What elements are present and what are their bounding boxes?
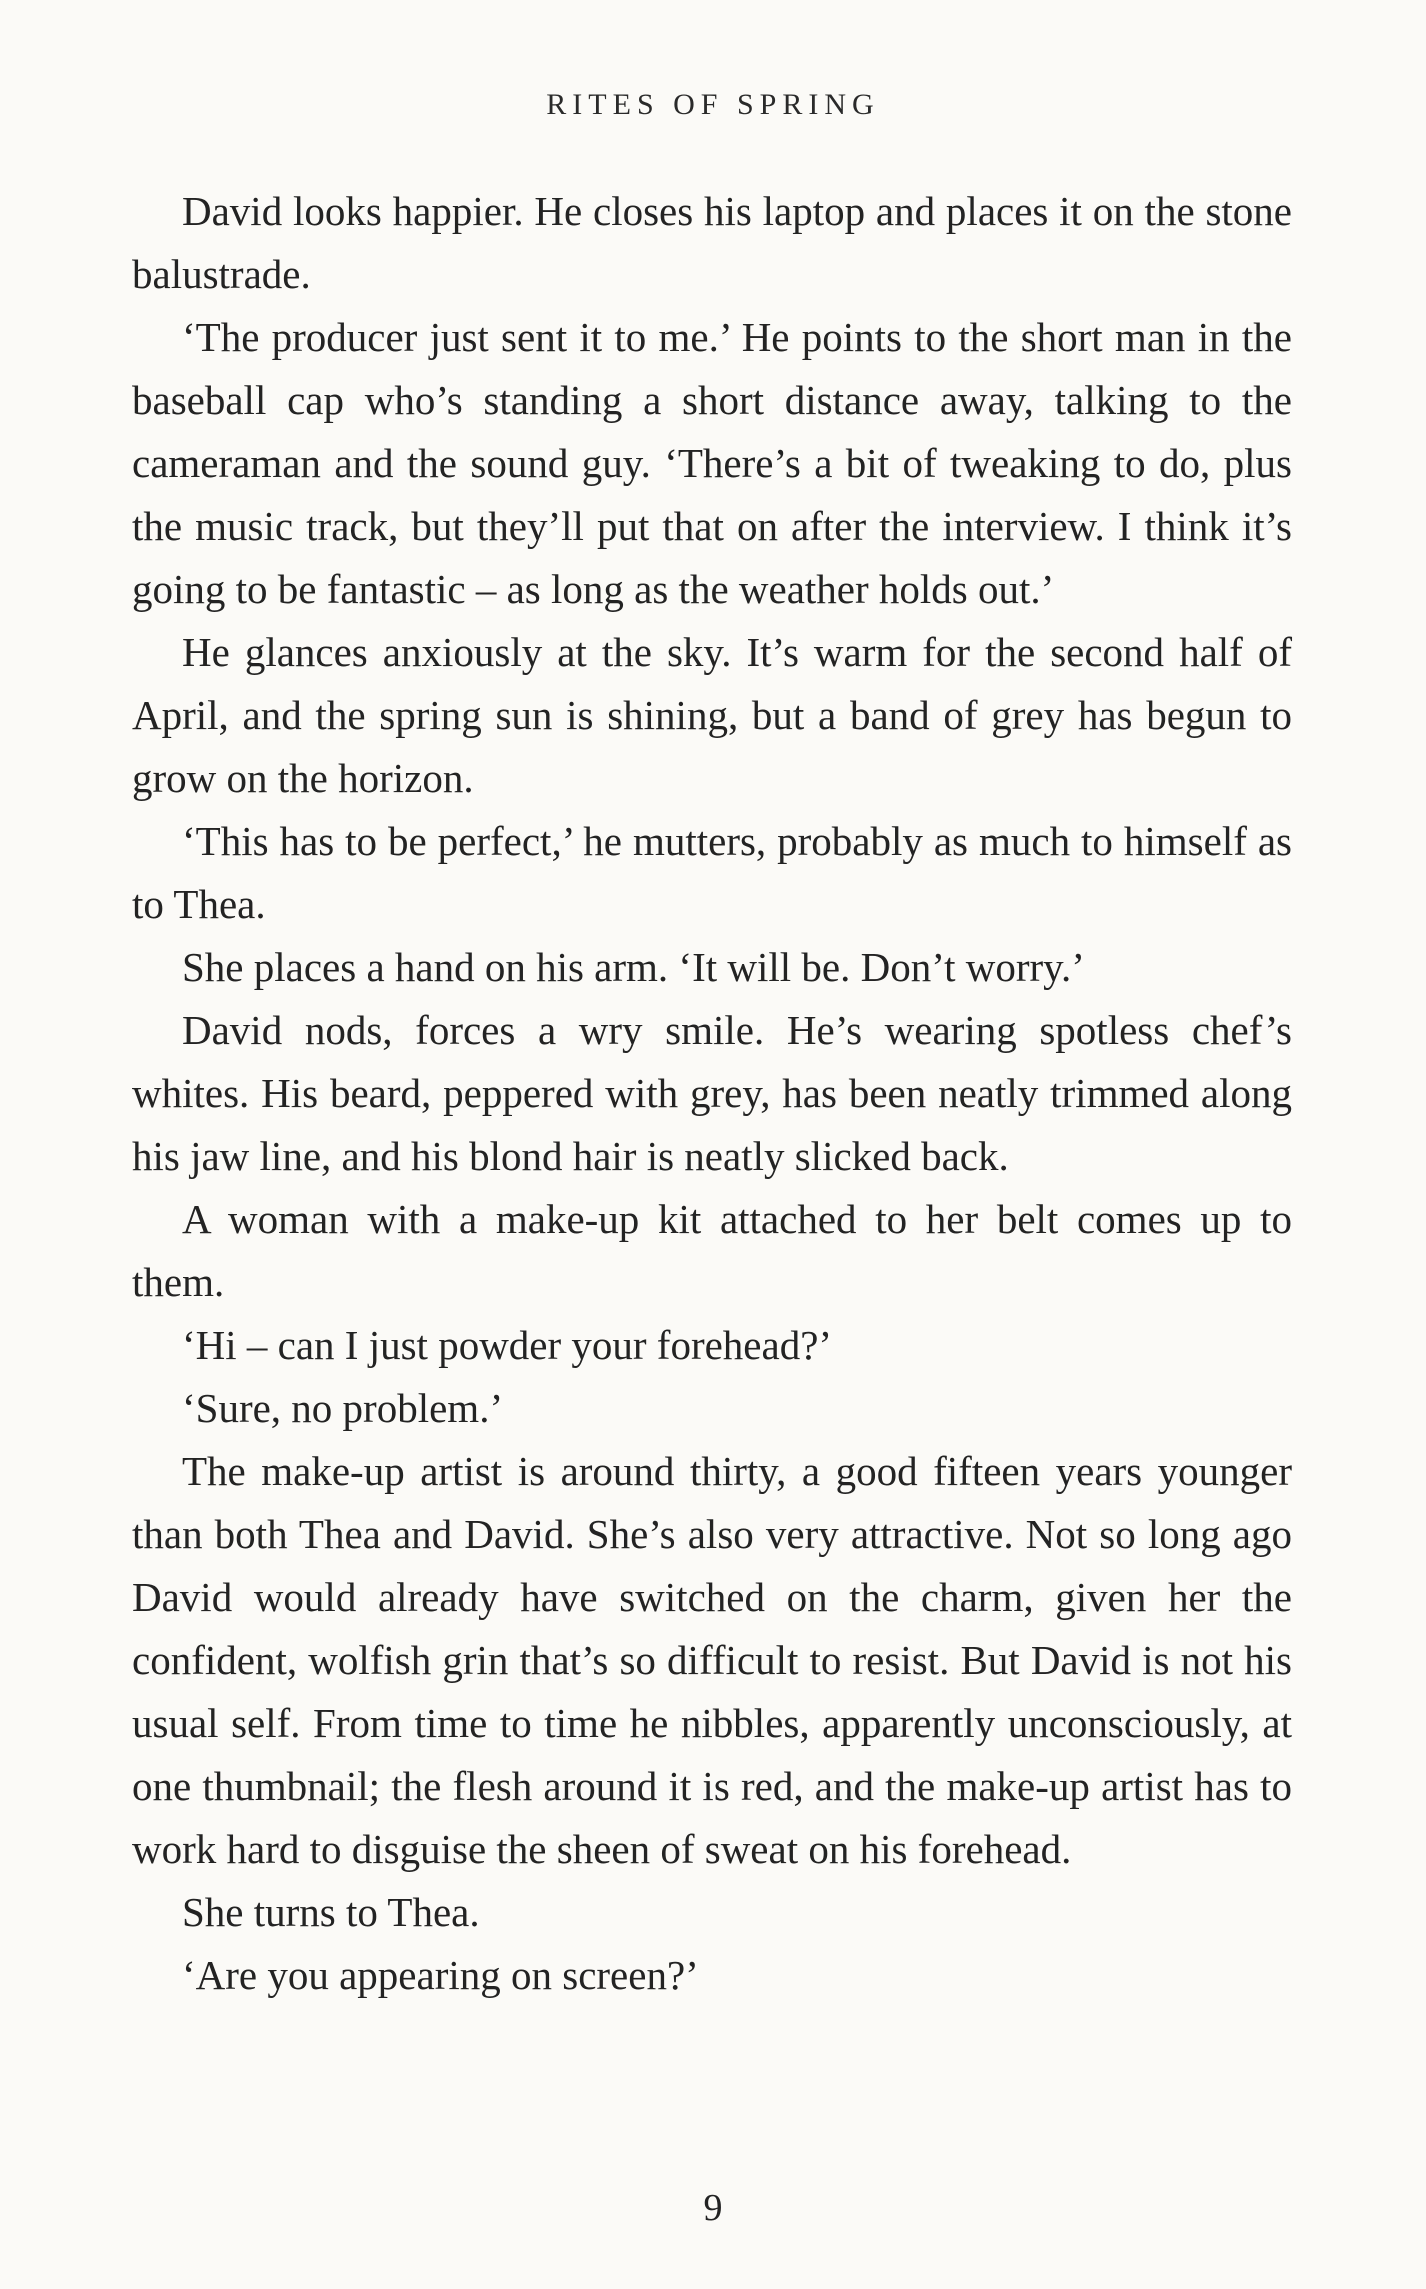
paragraph: The make-up artist is around thirty, a good fifteen years younger than both Thea and David. She’s also very attractive. Not so long ago David would already have switched on the charm, given her the confident, wolfish grin that’s so difficult to resist. But David is not his usual self. From time to time he nibbles, apparently unconsciously, at one thumbnail; the flesh around it is red, and the make-up artist has to work hard to disguise the sheen of sweat on his forehead. [132, 1448, 1292, 1872]
paragraph: ‘The producer just sent it to me.’ He points to the short man in the baseball cap who’s standing a short distance away, talking to the cameraman and the sound guy. ‘There’s a bit of tweaking to do, plus the music track, but they’ll put that on after the interview. I think it’s going to be fantastic – as long as the weather holds out.’ [132, 314, 1292, 612]
paragraph: David looks happier. He closes his laptop and places it on the stone balustrade. [132, 188, 1292, 297]
paragraph: She turns to Thea. [182, 1889, 480, 1935]
paragraph: A woman with a make-up kit attached to her belt comes up to them. [132, 1196, 1292, 1305]
paragraph: He glances anxiously at the sky. It’s warm for the second half of April, and the spring sun is shining, but a band of grey has begun to grow on the horizon. [132, 629, 1292, 801]
paragraph: She places a hand on his arm. ‘It will be. Don’t worry.’ [182, 944, 1085, 990]
body-text [132, 180, 1292, 2007]
running-header: RITES OF SPRING [546, 88, 880, 121]
paragraph: ‘Hi – can I just powder your forehead?’ [182, 1322, 833, 1368]
page-number: 9 [703, 2187, 723, 2229]
paragraph: ‘Are you appearing on screen?’ [182, 1952, 699, 1998]
paragraph: David nods, forces a wry smile. He’s wearing spotless chef’s whites. His beard, peppered with grey, has been neatly trimmed along his jaw line, and his blond hair is neatly slicked back. [132, 1007, 1292, 1179]
paragraph: ‘Sure, no problem.’ [182, 1385, 504, 1431]
paragraph: ‘This has to be perfect,’ he mutters, probably as much to himself as to Thea. [132, 818, 1292, 927]
